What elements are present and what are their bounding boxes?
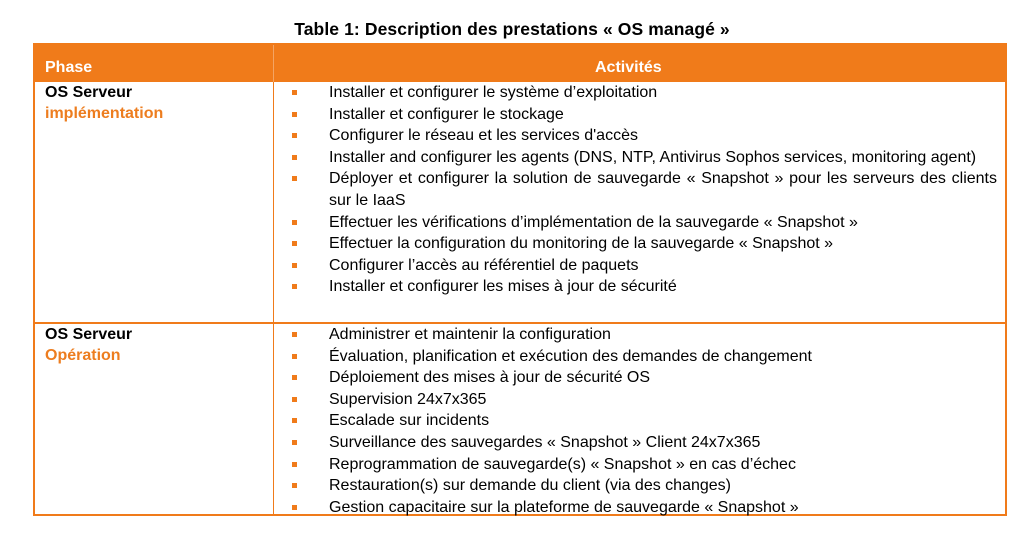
phase-cell-operation [45, 324, 132, 366]
activities-list-operation [288, 324, 997, 518]
list-item: Installer et configurer le système d’exploitation [288, 82, 997, 104]
list-item: Configurer l’accès au référentiel de paquets [288, 255, 997, 277]
list-item: Évaluation, planification et exécution des demandes de changement [288, 346, 997, 368]
phase-cell-implementation [45, 82, 163, 124]
activities-list-implementation [288, 82, 997, 298]
column-divider [273, 82, 274, 514]
list-item: Supervision 24x7x365 [288, 389, 997, 411]
list-item: Effectuer la configuration du monitoring de la sauvegarde « Snapshot » [288, 233, 997, 255]
table-header [35, 45, 1005, 82]
list-item: Déployer et configurer la solution de sauvegarde « Snapshot » pour les serveurs des clients sur le IaaS [288, 168, 997, 211]
list-item: Gestion capacitaire sur la plateforme de sauvegarde « Snapshot » [288, 497, 997, 519]
phase-subtitle: implémentation [45, 105, 164, 122]
list-item: Administrer et maintenir la configuration [288, 324, 997, 346]
list-item: Installer and configurer les agents (DNS, NTP, Antivirus Sophos services, monitoring agent) [288, 147, 997, 169]
services-table [33, 43, 1007, 516]
list-item: Installer et configurer le stockage [288, 104, 997, 126]
phase-subtitle: Opération [45, 347, 121, 364]
table-caption: Table 1: Description des prestations « OS managé » [294, 19, 730, 39]
list-item: Surveillance des sauvegardes « Snapshot » Client 24x7x365 [288, 432, 997, 454]
list-item: Reprogrammation de sauvegarde(s) « Snapshot » en cas d’échec [288, 454, 997, 476]
list-item: Effectuer les vérifications d’implémentation de la sauvegarde « Snapshot » [288, 212, 997, 234]
list-item: Escalade sur incidents [288, 410, 997, 432]
header-phase: Phase [45, 59, 93, 76]
list-item: Déploiement des mises à jour de sécurité OS [288, 367, 997, 389]
list-item: Installer et configurer les mises à jour de sécurité [288, 276, 997, 298]
header-divider [273, 45, 274, 82]
header-activities: Activités [595, 59, 662, 76]
phase-title: OS Serveur [45, 326, 133, 343]
phase-title: OS Serveur [45, 84, 133, 101]
list-item: Configurer le réseau et les services d'accès [288, 125, 997, 147]
list-item: Restauration(s) sur demande du client (via des changes) [288, 475, 997, 497]
